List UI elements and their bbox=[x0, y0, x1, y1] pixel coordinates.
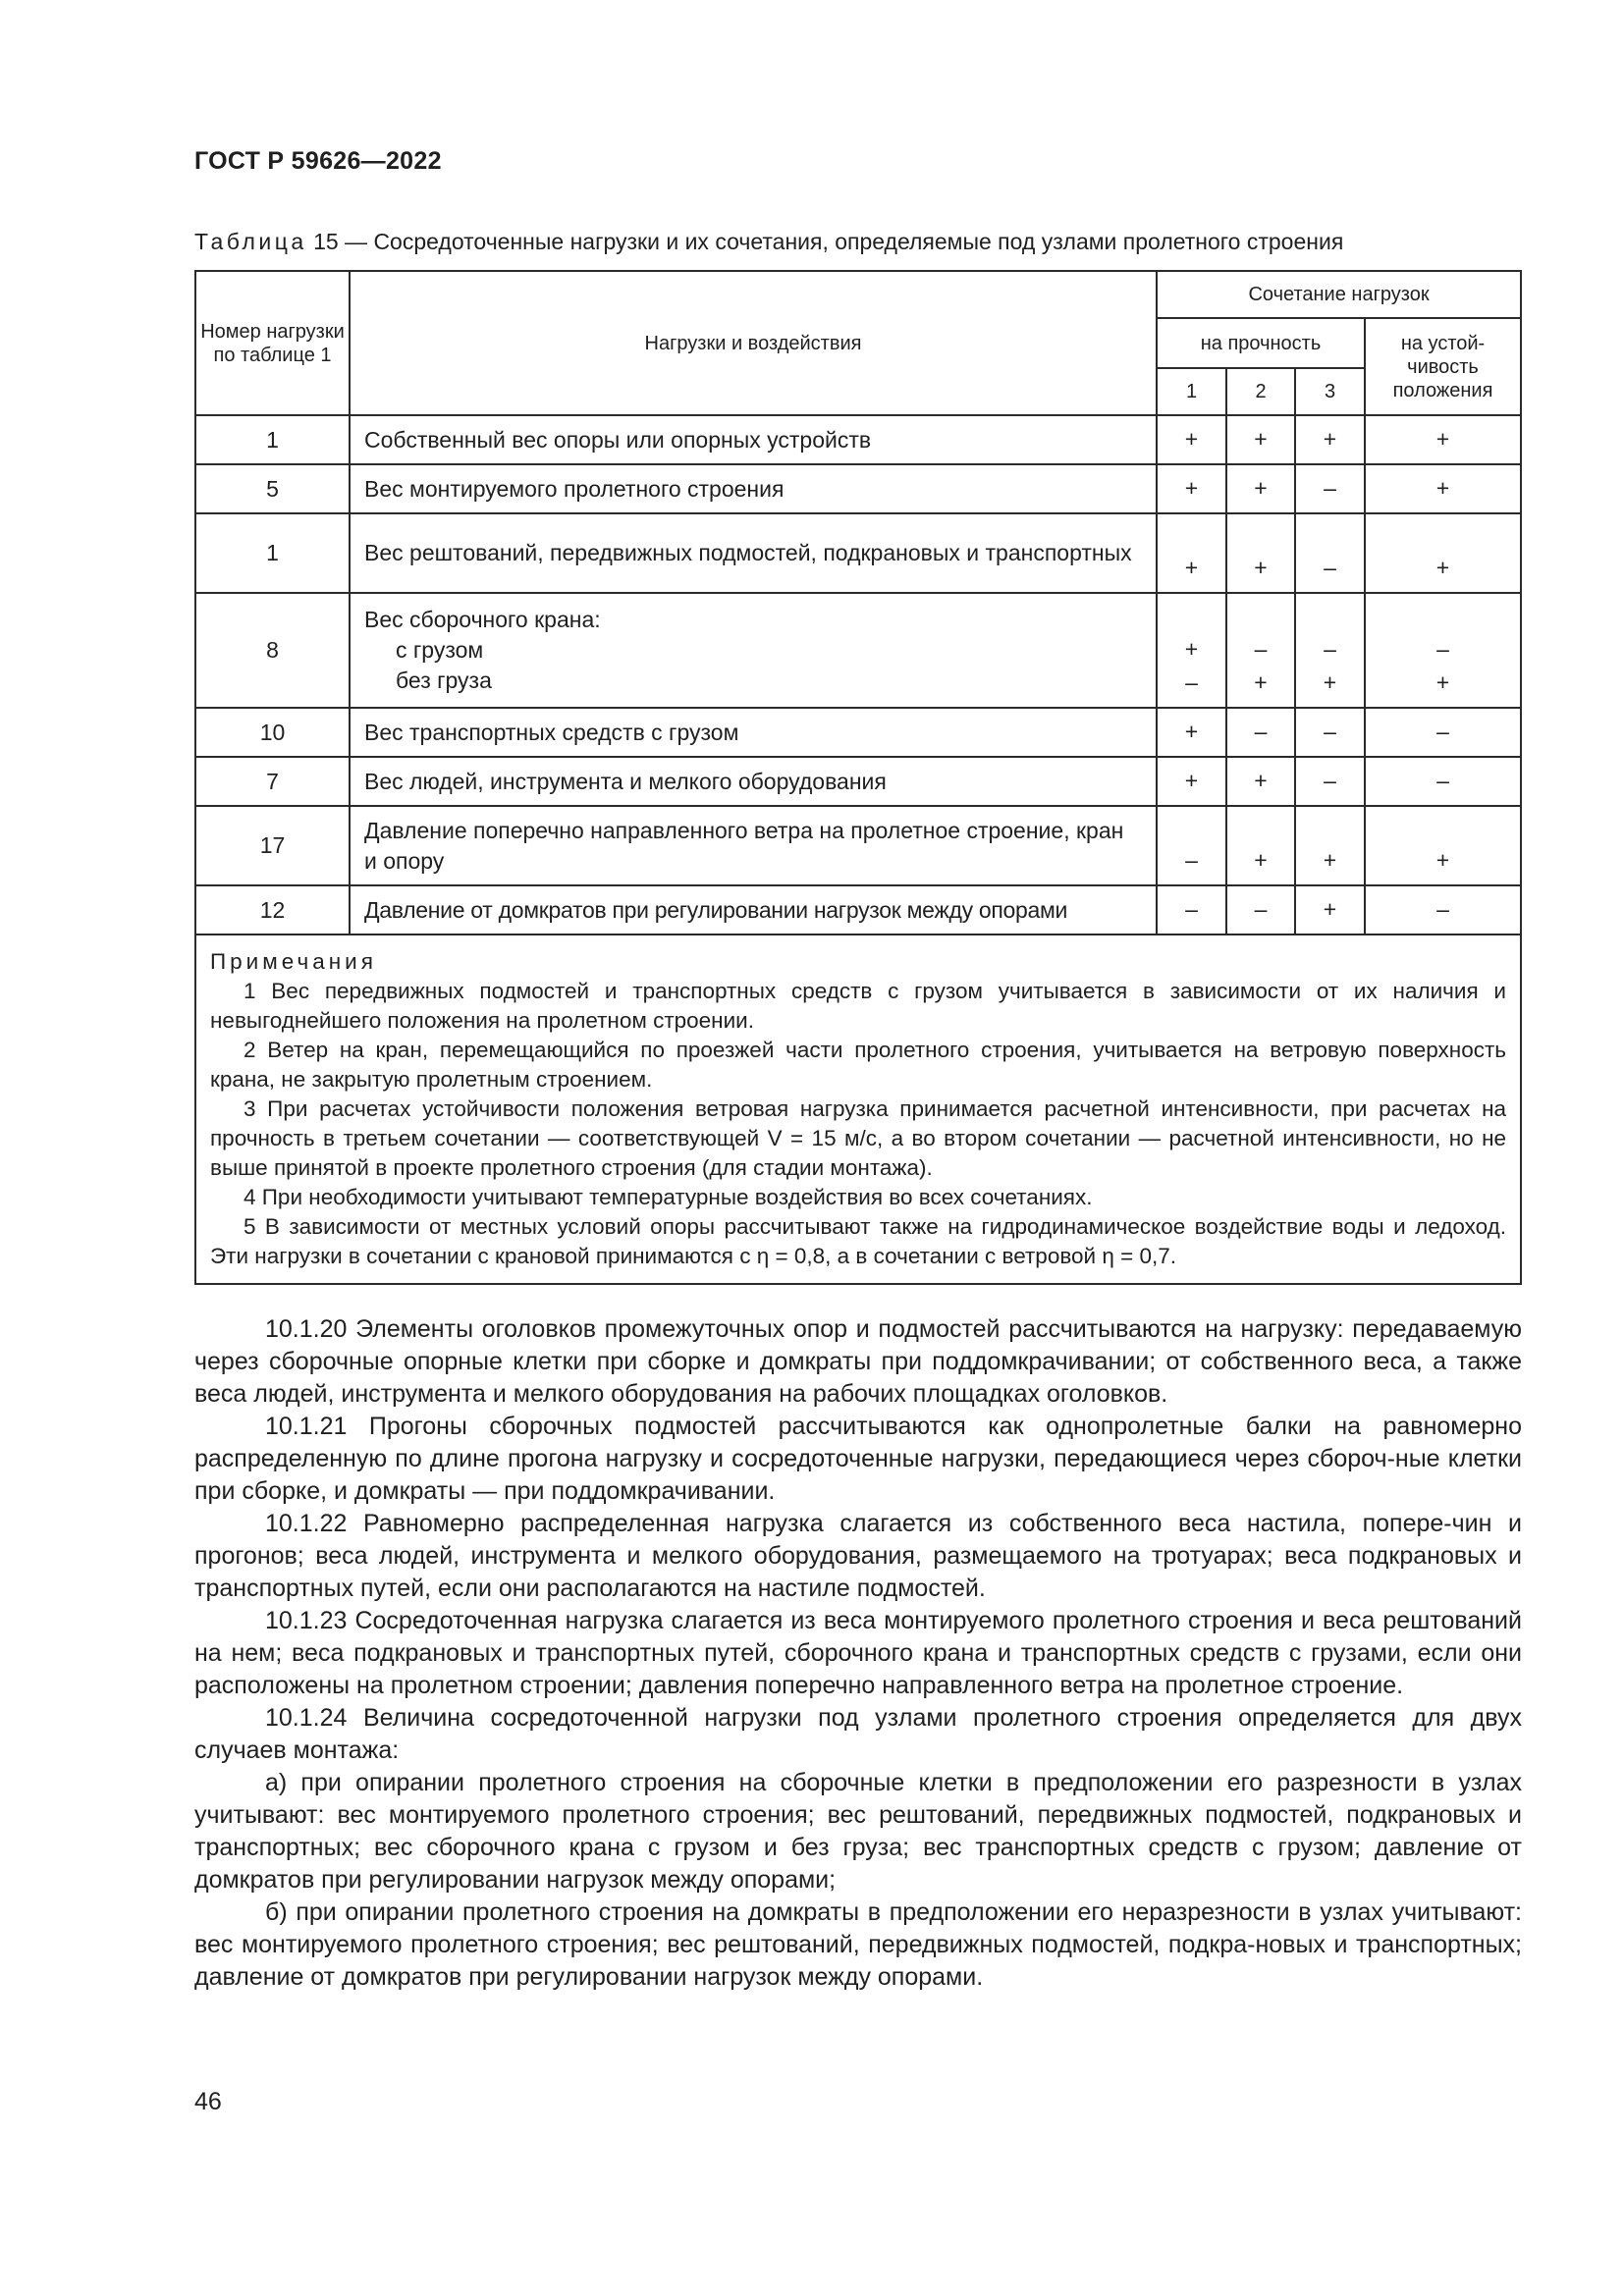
table-row bbox=[195, 757, 1521, 806]
table-row bbox=[195, 464, 1521, 513]
load-subitem: с грузом bbox=[396, 637, 484, 663]
combination-mark: + bbox=[1157, 757, 1226, 806]
paragraph: 10.1.23 Сосредоточенная нагрузка слагается из веса монтируемого пролетного строения и веса рештований на нем; веса подкрановых и транспортных путей, сборочного крана и транспортных средств с грузами, если они расположены на пролетном строении; давления поперечно направленного ветра на пролетное строение. bbox=[194, 1607, 1522, 1699]
combination-mark: + bbox=[1226, 806, 1295, 885]
combination-mark: + bbox=[1365, 415, 1521, 464]
paragraph: 10.1.22 Равномерно распределенная нагрузка слагается из собственного веса настила, попере-чин и прогонов; веса людей, инструмента и мелкого оборудования, размещаемого на тротуарах; веса подкрановых и транспортных путей, если они располагаются на настиле подмостей. bbox=[194, 1510, 1522, 1602]
page-number: 46 bbox=[194, 2088, 222, 2115]
document-code: ГОСТ Р 59626—2022 bbox=[194, 147, 442, 175]
load-description: Давление от домкратов при регулировании нагрузок между опорами bbox=[350, 885, 1157, 934]
load-description: Вес людей, инструмента и мелкого оборудования bbox=[350, 757, 1157, 806]
paragraph: б) при опирании пролетного строения на домкраты в предположении его неразрезности в узлах учитывают: вес монтируемого пролетного строения; вес рештований, передвижных подмостей, подкра-новых и транспортных; давление от домкратов при регулировании нагрузок между опорами. bbox=[194, 1898, 1522, 1991]
note-item: 2 Ветер на кран, перемещающийся по проезжей части пролетного строения, учитывается на ветровую поверхность крана, не закрытую пролетным строением. bbox=[210, 1038, 1507, 1092]
combination-mark: + bbox=[1226, 757, 1295, 806]
table-row bbox=[195, 885, 1521, 934]
load-number: 1 bbox=[195, 415, 350, 464]
load-description: Давление поперечно направленного ветра на пролетное строение, кран и опору bbox=[350, 806, 1157, 885]
header-combination-1: 1 bbox=[1157, 368, 1226, 415]
combination-mark: – bbox=[1254, 636, 1268, 662]
combination-mark: – bbox=[1226, 708, 1295, 757]
table-caption-word: Таблица bbox=[194, 229, 307, 254]
combination-mark: + bbox=[1226, 464, 1295, 513]
paragraph: 10.1.20 Элементы оголовков промежуточных опор и подмостей рассчитываются на нагрузку: передаваемую через сборочные опорные клетки при сборке и домкраты при поддомкрачивании; от собственного веса, а также веса людей, инструмента и мелкого оборудования на рабочих площадках оголовков. bbox=[194, 1315, 1522, 1408]
header-stability: на устой-чивость положения bbox=[1365, 318, 1521, 415]
combination-mark: + bbox=[1226, 415, 1295, 464]
combination-mark: – bbox=[1157, 885, 1226, 934]
combination-mark: – bbox=[1365, 708, 1521, 757]
combination-cell-3 bbox=[1295, 593, 1365, 708]
table-row bbox=[195, 415, 1521, 464]
combination-mark: + bbox=[1184, 636, 1199, 662]
header-combination-3: 3 bbox=[1295, 368, 1365, 415]
combination-cell-4 bbox=[1365, 593, 1521, 708]
note-item: 5 В зависимости от местных условий опоры рассчитывают также на гидродинамическое воздействие воды и ледоход. Эти нагрузки в сочетании с крановой принимаются с η = 0,8, а в сочетании с ветровой η = 0,7. bbox=[210, 1214, 1507, 1268]
combination-mark: + bbox=[1157, 415, 1226, 464]
load-number: 12 bbox=[195, 885, 350, 934]
combination-mark: + bbox=[1157, 708, 1226, 757]
combination-mark: – bbox=[1226, 885, 1295, 934]
header-strength: на прочность bbox=[1157, 318, 1365, 368]
combination-mark: + bbox=[1254, 669, 1268, 695]
load-number: 8 bbox=[195, 593, 350, 708]
note-item: 1 Вес передвижных подмостей и транспортных средств с грузом учитывается в зависимости от их наличия и невыгоднейшего положения на пролетном строении. bbox=[210, 979, 1507, 1033]
load-subitem: без груза bbox=[396, 667, 492, 693]
combination-mark: + bbox=[1295, 415, 1365, 464]
combination-mark: + bbox=[1226, 513, 1295, 593]
table-row bbox=[195, 806, 1521, 885]
load-number: 1 bbox=[195, 513, 350, 593]
combination-mark: + bbox=[1365, 806, 1521, 885]
combination-cell-2 bbox=[1226, 593, 1295, 708]
loads-table bbox=[194, 270, 1522, 1285]
combination-mark: – bbox=[1295, 708, 1365, 757]
load-description: Вес транспортных средств с грузом bbox=[350, 708, 1157, 757]
combination-mark: + bbox=[1435, 669, 1450, 695]
table-caption-text: 15 — Сосредоточенные нагрузки и их сочетания, определяемые под узлами пролетного строения bbox=[306, 229, 1344, 254]
paragraph: 10.1.21 Прогоны сборочных подмостей рассчитываются как однопролетные балки на равномерно распределенную по длине прогона нагрузку и сосредоточенные нагрузки, передающиеся через сбороч-ные клетки при сборке, и домкраты — при поддомкрачивании. bbox=[194, 1413, 1522, 1505]
paragraph: 10.1.24 Величина сосредоточенной нагрузки под узлами пролетного строения определяется для двух случаев монтажа: bbox=[194, 1704, 1522, 1764]
note-item: 4 При необходимости учитывают температурные воздействия во всех сочетаниях. bbox=[244, 1185, 1093, 1209]
combination-mark: + bbox=[1157, 464, 1226, 513]
combination-mark: + bbox=[1157, 513, 1226, 593]
load-number: 7 bbox=[195, 757, 350, 806]
table-row bbox=[195, 513, 1521, 593]
note-item: 3 При расчетах устойчивости положения ветровая нагрузка принимается расчетной интенсивности, при расчетах на прочность в третьем сочетании — соответствующей V = 15 м/с, а во втором сочетании — расчетной интенсивности, но не выше принятой в проекте пролетного строения (для стадии монтажа). bbox=[210, 1096, 1507, 1180]
load-description: Вес монтируемого пролетного строения bbox=[350, 464, 1157, 513]
combination-mark: – bbox=[1436, 636, 1449, 662]
combination-mark: – bbox=[1295, 513, 1365, 593]
combination-mark: – bbox=[1324, 636, 1336, 662]
table-row bbox=[195, 708, 1521, 757]
load-description: Вес рештований, передвижных подмостей, подкрановых и транспортных bbox=[350, 513, 1157, 593]
notes-row bbox=[195, 934, 1521, 1284]
load-description: Вес сборочного крана: bbox=[364, 607, 601, 632]
combination-mark: + bbox=[1365, 464, 1521, 513]
body-text bbox=[194, 1313, 1522, 1994]
combination-mark: + bbox=[1295, 806, 1365, 885]
header-combination-2: 2 bbox=[1226, 368, 1295, 415]
notes-title: Примечания bbox=[210, 949, 377, 974]
header-loads: Нагрузки и воздействия bbox=[350, 271, 1157, 415]
combination-mark: + bbox=[1323, 669, 1337, 695]
paragraph: а) при опирании пролетного строения на сборочные клетки в предположении его разрезности в узлах учитывают: вес монтируемого пролетного строения; вес рештований, передвижных подмостей, подкрановых и транспортных; вес сборочного крана с грузом и без груза; вес транспортных средств с грузом; давление от домкратов при регулировании нагрузок между опорами; bbox=[194, 1769, 1522, 1894]
load-number: 10 bbox=[195, 708, 350, 757]
table-caption bbox=[194, 229, 1343, 255]
header-combination: Сочетание нагрузок bbox=[1157, 271, 1521, 318]
combination-mark: + bbox=[1365, 513, 1521, 593]
header-load-number: Номер нагрузки по таблице 1 bbox=[195, 271, 350, 415]
load-description-crane bbox=[350, 593, 1157, 708]
table-notes bbox=[195, 934, 1521, 1284]
combination-mark: – bbox=[1365, 885, 1521, 934]
combination-mark: – bbox=[1157, 806, 1226, 885]
combination-cell-1 bbox=[1157, 593, 1226, 708]
load-number: 17 bbox=[195, 806, 350, 885]
load-number: 5 bbox=[195, 464, 350, 513]
combination-mark: – bbox=[1365, 757, 1521, 806]
load-description: Собственный вес опоры или опорных устройств bbox=[350, 415, 1157, 464]
combination-mark: – bbox=[1295, 464, 1365, 513]
combination-mark: – bbox=[1295, 757, 1365, 806]
combination-mark: – bbox=[1185, 669, 1198, 695]
combination-mark: + bbox=[1295, 885, 1365, 934]
table-row bbox=[195, 593, 1521, 708]
